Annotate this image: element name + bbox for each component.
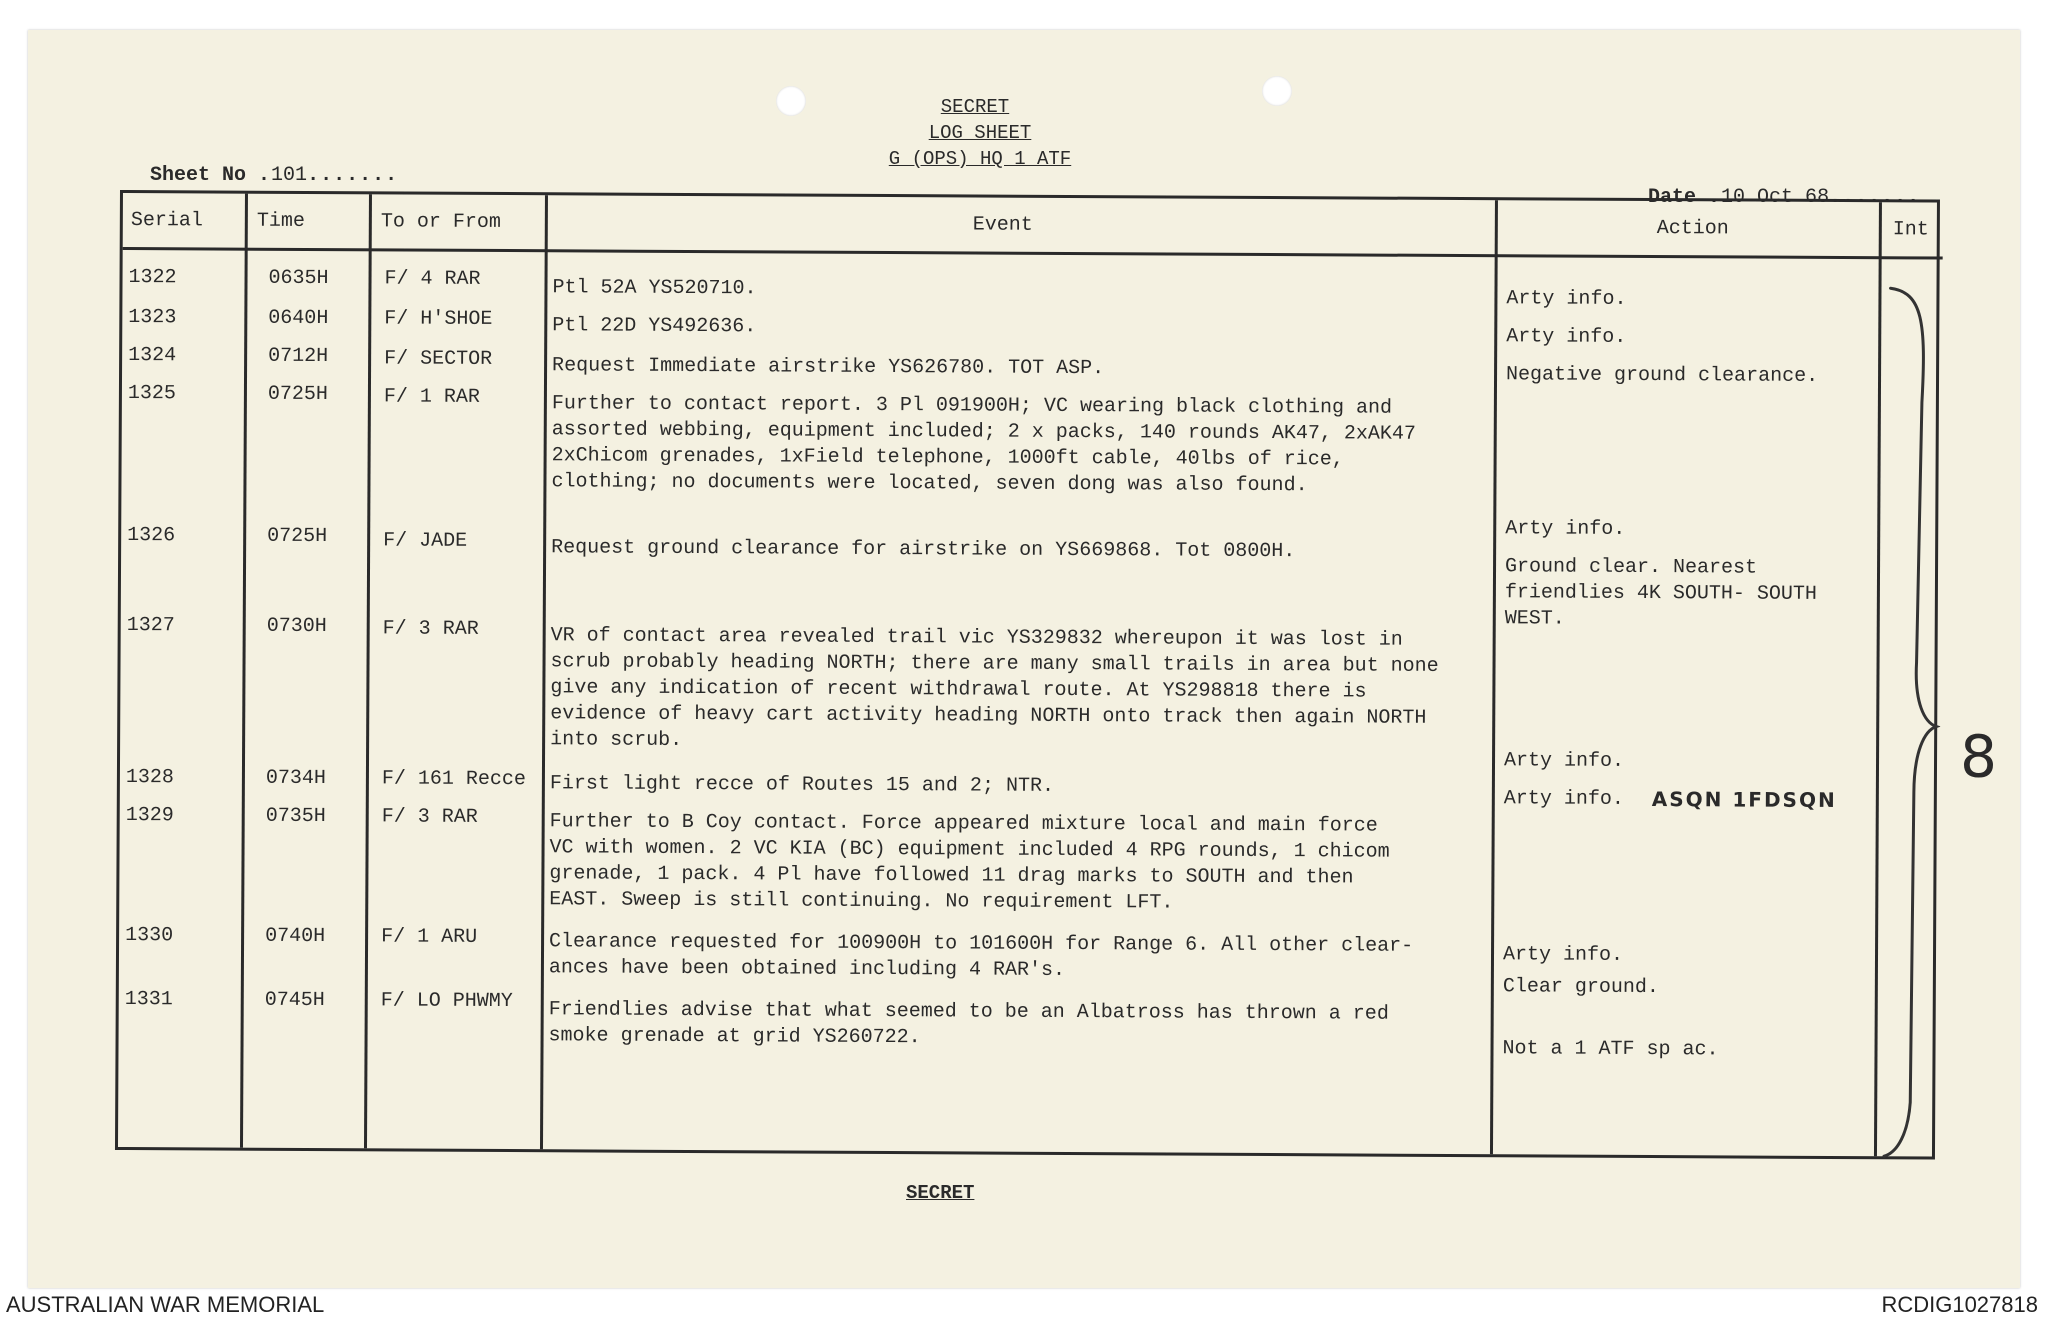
time-1322: 0635H — [268, 266, 329, 291]
header-rule — [123, 247, 1943, 260]
serial-1326: 1326 — [127, 524, 176, 548]
serial-1325: 1325 — [127, 382, 177, 406]
time-1326: 0725H — [267, 524, 328, 549]
divider-action — [1490, 200, 1498, 1154]
event-1324: Request Immediate airstrike YS626780. TOT ASP. — [552, 354, 1105, 381]
time-1329: 0735H — [265, 804, 326, 829]
serial-1331: 1331 — [124, 988, 173, 1012]
from-1327: F/ 3 RAR — [382, 617, 479, 641]
from-1329: F/ 3 RAR — [381, 805, 478, 829]
credit-right: RCDIG1027818 — [1881, 1292, 2038, 1317]
sheet-title: LOG SHEET — [928, 122, 1032, 144]
from-1330: F/ 1 ARU — [381, 925, 478, 949]
handwritten-brace — [1878, 282, 1943, 1162]
unit-title: G (OPS) HQ 1 ATF — [888, 148, 1072, 170]
date-label: Date — [1648, 186, 1697, 209]
action-1322: Arty info. — [1506, 287, 1627, 311]
classification-bottom: SECRET — [906, 1182, 975, 1204]
from-1326: F/ JADE — [383, 529, 468, 553]
col-event: Event — [972, 213, 1033, 237]
from-1323: F/ H'SHOE — [384, 307, 493, 331]
sheet-label: Sheet No — [150, 164, 247, 187]
col-time: Time — [256, 209, 305, 233]
divider-from — [364, 194, 372, 1148]
serial-1327: 1327 — [126, 614, 175, 638]
from-1331: F/ LO PHWMY — [380, 989, 513, 1014]
event-1322: Ptl 52A YS520710. — [552, 276, 757, 301]
handwritten-initial: 8 — [1959, 722, 1998, 791]
action-1324: Negative ground clearance. — [1505, 363, 1819, 388]
time-1324: 0712H — [268, 344, 329, 369]
event-1328: First light recce of Routes 15 and 2; NTR. — [549, 772, 1055, 798]
action-1331: Not a 1 ATF sp ac. — [1502, 1037, 1719, 1062]
action-1329: Arty info. — [1502, 943, 1624, 967]
col-int: Int — [1892, 218, 1929, 242]
event-1329: Further to B Coy contact. Force appeared mixture local and main force VC with women. 2 VC KIA (BC) equipment included 4 RPG rounds, 1 chicom grenade, 1 pack. 4 Pl have followed 11 drag marks to SOUTH and then EAST. Sweep is still continuing. No requirement LFT. — [549, 810, 1390, 915]
log-table — [115, 190, 1998, 1160]
event-1330: Clearance requested for 100900H to 101600H for Range 6. All other clear- ances have been obtained including 4 RAR's. — [548, 930, 1414, 982]
punch-hole-left — [776, 86, 806, 116]
serial-1330: 1330 — [125, 924, 174, 948]
time-1328: 0734H — [265, 766, 326, 791]
time-1325: 0725H — [267, 382, 329, 407]
action-1326: Ground clear. Nearest friendlies 4K SOUTH- SOUTH WEST. — [1504, 555, 1818, 631]
handwritten-action-note: ASQN 1FDSQN — [1651, 787, 1837, 812]
action-1330: Clear ground. — [1502, 975, 1659, 1000]
event-1326: Request ground clearance for airstrike on YS669868. Tot 0800H. — [551, 536, 1296, 564]
col-action: Action — [1656, 217, 1729, 241]
credit-left: AUSTRALIAN WAR MEMORIAL — [6, 1292, 325, 1317]
date-value: 10 Oct 68 — [1721, 186, 1830, 209]
action-1327: Arty info. — [1503, 749, 1625, 773]
from-1324: F/ SECTOR — [384, 347, 493, 371]
action-1323: Arty info. — [1506, 325, 1627, 349]
divider-time — [240, 194, 248, 1148]
action-1328: Arty info. — [1503, 787, 1624, 811]
classification-top: SECRET — [940, 96, 1010, 118]
event-1325: Further to contact report. 3 Pl 091900H; VC wearing black clothing and assorted webbing, equipment included; 2 x packs, 140 rounds AK47, 2xAK47 2xChicom grenades, 1xField telephone, 1000ft cable, 40lbs of rice, clothing; no documents were located, seven dong was also found. — [551, 392, 1416, 498]
serial-1329: 1329 — [125, 804, 174, 828]
punch-hole-right — [1262, 76, 1292, 106]
event-1331: Friendlies advise that what seemed to be an Albatross has thrown a red smoke grenade at grid YS260722. — [548, 998, 1389, 1050]
time-1323: 0640H — [268, 306, 329, 331]
action-1325: Arty info. — [1505, 517, 1626, 541]
time-1331: 0745H — [264, 988, 325, 1013]
sheet-date: Date .10 Oct 68....... — [1648, 186, 1921, 209]
sheet-value: 101 — [271, 164, 308, 187]
event-1327: VR of contact area revealed trail vic YS329832 whereupon it was lost in scrub probably heading NORTH; there are many small trails in area but none give any indication of recent withdrawal route. At YS298818 there is evidence of heavy cart activity heading NORTH onto track then again NORTH into scrub. — [550, 624, 1439, 752]
time-1327: 0730H — [266, 614, 327, 639]
divider-event — [540, 195, 548, 1149]
from-1325: F/ 1 RAR — [383, 385, 480, 409]
sheet-number: Sheet No .101....... — [150, 164, 399, 187]
time-1330: 0740H — [265, 924, 326, 949]
serial-1328: 1328 — [125, 766, 174, 790]
col-to-from: To or From — [380, 210, 501, 234]
from-1328: F/ 161 Recce — [381, 767, 527, 792]
serial-1322: 1322 — [128, 266, 177, 290]
col-serial: Serial — [130, 209, 203, 233]
event-1323: Ptl 22D YS492636. — [552, 314, 757, 339]
serial-1324: 1324 — [128, 344, 177, 368]
serial-1323: 1323 — [128, 306, 177, 330]
from-1322: F/ 4 RAR — [384, 267, 481, 291]
